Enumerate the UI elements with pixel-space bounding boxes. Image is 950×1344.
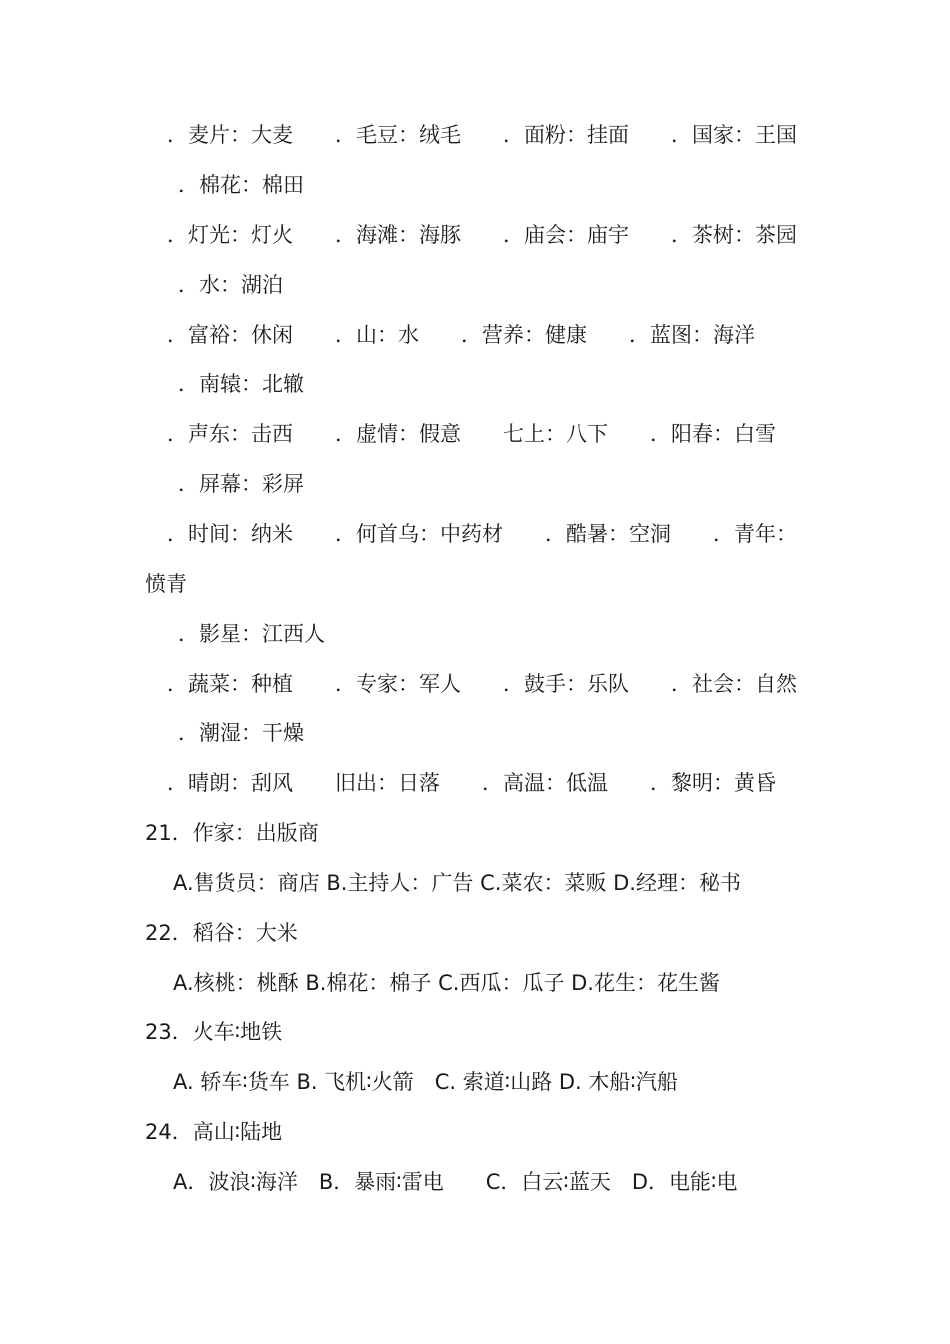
question-options: A.售货员：商店 B.主持人：广告 C.菜农：菜贩 D.经理：秘书 (173, 871, 741, 895)
analogy-row: ．时间：纳米 ．何首乌：中药材 ．酷暑：空洞 ．青年： (167, 522, 797, 546)
question-options: A. 轿车∶货车 B. 飞机∶火箭 C. 索道∶山路 D. 木船∶汽船 (173, 1070, 678, 1094)
question-options: A.核桃：桃酥 B.棉花：棉子 C.西瓜：瓜子 D.花生：花生酱 (173, 971, 720, 995)
analogy-row: ．潮湿：干燥 (178, 721, 304, 745)
analogy-row: 愤青 (145, 572, 187, 596)
question-stem: 21．作家：出版商 (145, 821, 319, 845)
question-stem: 23．火车∶地铁 (145, 1020, 283, 1044)
analogy-row: ．灯光：灯火 ．海滩：海豚 ．庙会：庙宇 ．茶树：茶园 (167, 223, 797, 247)
analogy-row: ．蔬菜：种植 ．专家：军人 ．鼓手：乐队 ．社会：自然 (167, 672, 797, 696)
analogy-row: ．南辕：北辙 (178, 372, 304, 396)
question-options: A．波浪∶海洋 B．暴雨∶雷电 C．白云∶蓝天 D．电能∶电 (173, 1170, 738, 1194)
analogy-row: ．晴朗：刮风 旧出：日落 ．高温：低温 ．黎明：黄昏 (167, 771, 776, 795)
analogy-row: ．屏幕：彩屏 (178, 472, 304, 496)
question-stem: 24．高山∶陆地 (145, 1120, 283, 1144)
analogy-row: ．富裕：休闲 ．山：水 ．营养：健康 ．蓝图：海洋 (167, 323, 755, 347)
analogy-row: ．影星：江西人 (178, 622, 325, 646)
analogy-row: ．水：湖泊 (178, 273, 283, 297)
analogy-row: ．棉花：棉田 (178, 173, 304, 197)
analogy-row: ．声东：击西 ．虚情：假意 七上：八下 ．阳春：白雪 (167, 422, 776, 446)
question-stem: 22．稻谷：大米 (145, 921, 298, 945)
analogy-row: ．麦片：大麦 ．毛豆：绒毛 ．面粉：挂面 ．国家：王国 (167, 123, 797, 147)
